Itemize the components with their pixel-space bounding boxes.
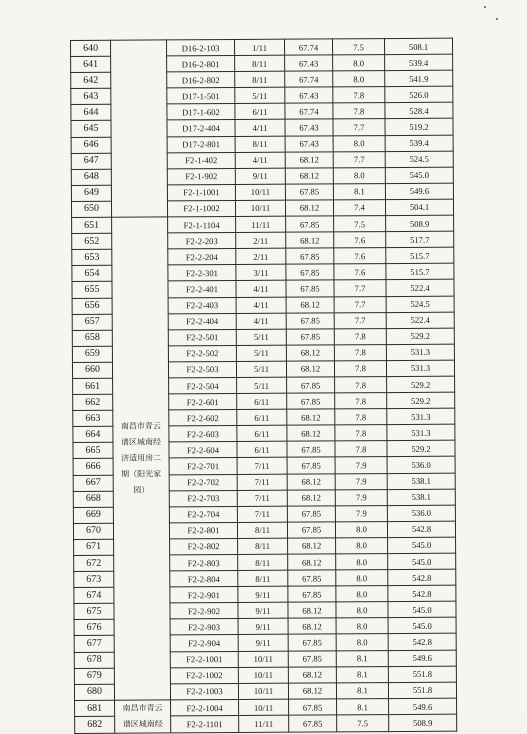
area-cell: 68.12 <box>288 618 336 634</box>
floor-cell: 8/11 <box>238 538 288 554</box>
project-name-cell: 南昌市青云谱区城南经 <box>115 700 171 733</box>
unit-cell: F2-1-902 <box>167 168 235 185</box>
price-cell: 7.9 <box>335 489 387 505</box>
area-cell: 67.85 <box>286 264 334 280</box>
price-cell: 7.5 <box>337 715 389 732</box>
unit-cell: F2-2-501 <box>168 329 236 346</box>
floor-cell: 9/11 <box>235 168 285 184</box>
total-cell: 528.4 <box>385 103 453 120</box>
row-number-cell: 646 <box>71 137 111 153</box>
unit-cell: F2-2-204 <box>168 249 236 266</box>
unit-cell: F2-2-401 <box>168 281 236 298</box>
unit-cell: F2-2-802 <box>170 538 238 555</box>
unit-cell: F2-1-402 <box>167 152 235 169</box>
price-cell: 8.0 <box>333 55 385 71</box>
unit-cell: F2-2-701 <box>169 458 237 475</box>
price-cell: 7.8 <box>335 441 387 457</box>
floor-cell: 8/11 <box>237 522 287 538</box>
price-cell: 8.0 <box>336 537 388 553</box>
total-cell: 517.7 <box>386 231 454 248</box>
area-cell: 68.12 <box>286 296 334 312</box>
unit-cell: F2-2-504 <box>169 377 237 394</box>
price-cell: 7.5 <box>334 216 386 232</box>
unit-cell: F2-2-301 <box>168 265 236 282</box>
floor-cell: 6/11 <box>237 393 287 409</box>
total-cell: 522.4 <box>386 280 454 297</box>
row-number-cell: 647 <box>71 153 111 169</box>
price-cell: 8.0 <box>333 135 385 151</box>
total-cell: 515.7 <box>386 247 454 264</box>
total-cell: 508.1 <box>384 38 452 55</box>
unit-cell: F2-2-602 <box>169 410 237 427</box>
area-cell: 67.85 <box>286 216 334 232</box>
total-cell: 542.8 <box>388 569 456 586</box>
area-cell: 67.85 <box>286 280 334 296</box>
unit-cell: D17-1-501 <box>167 88 235 105</box>
housing-allocation-table <box>70 38 457 734</box>
area-cell: 67.74 <box>284 39 332 55</box>
floor-cell: 8/11 <box>235 71 285 87</box>
floor-cell: 5/11 <box>236 345 286 361</box>
row-number-cell: 641 <box>71 56 111 72</box>
floor-cell: 10/11 <box>239 699 289 716</box>
unit-cell: F2-2-603 <box>169 426 237 443</box>
price-cell: 8.1 <box>337 698 389 715</box>
floor-cell: 7/11 <box>237 474 287 490</box>
row-number-cell: 640 <box>71 40 111 56</box>
unit-cell: D17-1-602 <box>167 104 235 121</box>
row-number-cell: 670 <box>73 523 113 539</box>
unit-cell: F2-2-804 <box>170 571 238 588</box>
total-cell: 531.3 <box>386 360 454 377</box>
area-cell: 68.12 <box>287 409 335 425</box>
floor-cell: 9/11 <box>238 635 288 651</box>
total-cell: 551.8 <box>388 682 456 699</box>
row-number-cell: 675 <box>74 604 114 620</box>
total-cell: 529.2 <box>387 440 455 457</box>
unit-cell: F2-2-801 <box>169 522 237 539</box>
row-number-cell: 655 <box>72 282 112 298</box>
unit-cell: F2-2-1101 <box>171 716 239 733</box>
total-cell: 524.5 <box>386 296 454 313</box>
price-cell: 8.0 <box>336 634 388 650</box>
unit-cell: F2-1-1001 <box>167 184 235 201</box>
floor-cell: 9/11 <box>238 586 288 602</box>
scan-speck <box>496 18 498 20</box>
unit-cell: F2-2-502 <box>168 345 236 362</box>
unit-cell: F2-2-403 <box>168 297 236 314</box>
row-number-cell: 650 <box>71 201 111 217</box>
price-cell: 7.8 <box>335 377 387 393</box>
floor-cell: 8/11 <box>238 554 288 570</box>
row-number-cell: 660 <box>72 362 112 378</box>
area-cell: 67.43 <box>285 55 333 71</box>
price-cell: 7.4 <box>333 200 385 216</box>
unit-cell: F2-2-203 <box>168 233 236 250</box>
floor-cell: 2/11 <box>236 248 286 264</box>
price-cell: 7.8 <box>334 328 386 344</box>
unit-cell: F2-2-902 <box>170 603 238 620</box>
floor-cell: 10/11 <box>238 683 288 699</box>
price-cell: 7.6 <box>334 248 386 264</box>
area-cell: 67.85 <box>287 441 335 457</box>
floor-cell: 8/11 <box>238 570 288 586</box>
unit-cell: D16-2-801 <box>167 56 235 73</box>
total-cell: 526.0 <box>385 86 453 103</box>
price-cell: 8.0 <box>336 586 388 602</box>
total-cell: 542.8 <box>388 634 456 651</box>
area-cell: 67.85 <box>287 377 335 393</box>
price-cell: 8.0 <box>333 167 385 183</box>
price-cell: 7.7 <box>333 151 385 167</box>
area-cell: 68.12 <box>288 667 336 683</box>
price-cell: 7.9 <box>335 457 387 473</box>
total-cell: 545.0 <box>388 553 456 570</box>
area-cell: 67.85 <box>287 457 335 473</box>
price-cell: 8.0 <box>336 602 388 618</box>
row-number-cell: 651 <box>72 217 112 233</box>
area-cell: 67.85 <box>287 393 335 409</box>
floor-cell: 10/11 <box>238 651 288 667</box>
total-cell: 531.3 <box>386 344 454 361</box>
price-cell: 8.0 <box>336 570 388 586</box>
row-number-cell: 672 <box>74 555 114 571</box>
floor-cell: 4/11 <box>235 120 285 136</box>
total-cell: 504.1 <box>385 199 453 216</box>
unit-cell: F2-2-604 <box>169 442 237 459</box>
area-cell: 67.85 <box>285 184 333 200</box>
price-cell: 7.7 <box>334 296 386 312</box>
total-cell: 531.3 <box>387 424 455 441</box>
floor-cell: 10/11 <box>238 667 288 683</box>
price-cell: 7.6 <box>334 264 386 280</box>
total-cell: 508.9 <box>386 215 454 232</box>
area-cell: 67.85 <box>286 312 334 328</box>
row-number-cell: 665 <box>73 443 113 459</box>
total-cell: 529.2 <box>387 392 455 409</box>
row-number-cell: 668 <box>73 491 113 507</box>
floor-cell: 2/11 <box>236 232 286 248</box>
row-number-cell: 658 <box>72 330 112 346</box>
floor-cell: 10/11 <box>235 184 285 200</box>
floor-cell: 1/11 <box>234 39 284 55</box>
area-cell: 68.12 <box>285 152 333 168</box>
unit-cell: F2-1-1002 <box>167 200 235 217</box>
unit-cell: F2-2-702 <box>169 474 237 491</box>
total-cell: 524.5 <box>385 151 453 168</box>
area-cell: 67.43 <box>285 135 333 151</box>
row-number-cell: 661 <box>73 378 113 394</box>
total-cell: 515.7 <box>386 263 454 280</box>
total-cell: 539.4 <box>385 54 453 71</box>
price-cell: 8.0 <box>333 71 385 87</box>
row-number-cell: 645 <box>71 121 111 137</box>
unit-cell: F2-2-903 <box>170 619 238 636</box>
area-cell: 67.43 <box>285 119 333 135</box>
row-number-cell: 673 <box>74 571 114 587</box>
floor-cell: 9/11 <box>238 602 288 618</box>
row-number-cell: 674 <box>74 587 114 603</box>
price-cell: 7.9 <box>335 505 387 521</box>
price-cell: 8.0 <box>336 554 388 570</box>
row-number-cell: 643 <box>71 89 111 105</box>
floor-cell: 7/11 <box>237 506 287 522</box>
total-cell: 549.6 <box>385 183 453 200</box>
price-cell: 8.1 <box>336 682 388 698</box>
floor-cell: 6/11 <box>235 104 285 120</box>
price-cell: 7.7 <box>333 119 385 135</box>
unit-cell: F2-2-601 <box>169 394 237 411</box>
unit-cell: F2-2-704 <box>169 506 237 523</box>
total-cell: 545.0 <box>385 167 453 184</box>
total-cell: 551.8 <box>388 666 456 683</box>
price-cell: 8.0 <box>335 521 387 537</box>
row-number-cell: 659 <box>72 346 112 362</box>
area-cell: 67.85 <box>288 650 336 666</box>
row-number-cell: 663 <box>73 410 113 426</box>
area-cell: 68.12 <box>285 168 333 184</box>
unit-cell: F2-2-1001 <box>170 651 238 668</box>
unit-cell: F2-1-1104 <box>168 217 236 234</box>
floor-cell: 5/11 <box>236 329 286 345</box>
row-number-cell: 664 <box>73 426 113 442</box>
floor-cell: 6/11 <box>237 442 287 458</box>
unit-cell: F2-2-1002 <box>170 667 238 684</box>
total-cell: 542.8 <box>388 585 456 602</box>
floor-cell: 6/11 <box>237 409 287 425</box>
area-cell: 68.12 <box>288 602 336 618</box>
row-number-cell: 676 <box>74 620 114 636</box>
project-name-cell: 南昌市青云谱区城南经济适用房二期（阳光家园） <box>112 217 171 700</box>
price-cell: 7.8 <box>335 393 387 409</box>
total-cell: 508.9 <box>389 714 457 731</box>
total-cell: 549.6 <box>389 698 457 715</box>
price-cell: 8.1 <box>333 183 385 199</box>
price-cell: 7.5 <box>332 39 384 55</box>
total-cell: 542.8 <box>387 521 455 538</box>
area-cell: 67.85 <box>286 329 334 345</box>
project-name-cell <box>111 40 168 217</box>
total-cell: 538.1 <box>387 473 455 490</box>
area-cell: 67.43 <box>285 87 333 103</box>
price-cell: 7.8 <box>335 409 387 425</box>
unit-cell: F2-2-901 <box>170 587 238 604</box>
floor-cell: 7/11 <box>237 458 287 474</box>
row-number-cell: 682 <box>75 717 115 734</box>
total-cell: 541.9 <box>385 70 453 87</box>
total-cell: 545.0 <box>388 601 456 618</box>
row-number-cell: 666 <box>73 459 113 475</box>
area-cell: 67.85 <box>289 699 337 716</box>
unit-cell: F2-2-404 <box>168 313 236 330</box>
floor-cell: 5/11 <box>236 361 286 377</box>
total-cell: 545.0 <box>388 618 456 635</box>
total-cell: 538.1 <box>387 489 455 506</box>
price-cell: 7.8 <box>335 425 387 441</box>
floor-cell: 11/11 <box>239 716 289 733</box>
row-number-cell: 642 <box>71 72 111 88</box>
unit-cell: F2-2-803 <box>170 554 238 571</box>
row-number-cell: 678 <box>74 652 114 668</box>
unit-cell: F2-2-1004 <box>171 699 239 716</box>
area-cell: 67.74 <box>285 71 333 87</box>
row-number-cell: 667 <box>73 475 113 491</box>
floor-cell: 4/11 <box>236 281 286 297</box>
row-number-cell: 677 <box>74 636 114 652</box>
row-number-cell: 652 <box>72 233 112 249</box>
total-cell: 529.2 <box>386 328 454 345</box>
floor-cell: 9/11 <box>238 619 288 635</box>
unit-cell: D16-2-802 <box>167 72 235 89</box>
total-cell: 529.2 <box>387 376 455 393</box>
floor-cell: 4/11 <box>236 297 286 313</box>
unit-cell: F2-2-503 <box>168 361 236 378</box>
unit-cell: F2-2-1003 <box>170 683 238 700</box>
area-cell: 67.74 <box>285 103 333 119</box>
floor-cell: 3/11 <box>236 264 286 280</box>
total-cell: 539.4 <box>385 135 453 152</box>
area-cell: 67.85 <box>289 715 337 732</box>
price-cell: 7.8 <box>334 344 386 360</box>
floor-cell: 5/11 <box>235 87 285 103</box>
total-cell: 531.3 <box>387 408 455 425</box>
area-cell: 68.12 <box>285 200 333 216</box>
area-cell: 68.12 <box>286 345 334 361</box>
row-number-cell: 671 <box>74 539 114 555</box>
row-number-cell: 669 <box>73 507 113 523</box>
unit-cell: D16-2-103 <box>167 39 235 56</box>
floor-cell: 6/11 <box>237 425 287 441</box>
floor-cell: 5/11 <box>237 377 287 393</box>
unit-cell: F2-2-904 <box>170 635 238 652</box>
area-cell: 68.12 <box>286 361 334 377</box>
row-number-cell: 680 <box>74 684 114 700</box>
total-cell: 522.4 <box>386 312 454 329</box>
row-number-cell: 681 <box>75 700 115 717</box>
row-number-cell: 648 <box>71 169 111 185</box>
floor-cell: 8/11 <box>235 55 285 71</box>
price-cell: 8.1 <box>336 666 388 682</box>
area-cell: 68.12 <box>287 473 335 489</box>
price-cell: 7.8 <box>333 103 385 119</box>
floor-cell: 11/11 <box>236 216 286 232</box>
price-cell: 8.1 <box>336 650 388 666</box>
area-cell: 68.12 <box>288 554 336 570</box>
unit-cell: D17-2-404 <box>167 120 235 137</box>
unit-cell: D17-2-801 <box>167 136 235 153</box>
price-cell: 7.8 <box>333 87 385 103</box>
floor-cell: 7/11 <box>237 490 287 506</box>
area-cell: 68.12 <box>287 425 335 441</box>
area-cell: 68.12 <box>286 232 334 248</box>
row-number-cell: 679 <box>74 668 114 684</box>
floor-cell: 4/11 <box>235 152 285 168</box>
floor-cell: 8/11 <box>235 136 285 152</box>
price-cell: 7.9 <box>335 473 387 489</box>
price-cell: 7.8 <box>334 360 386 376</box>
row-number-cell: 656 <box>72 298 112 314</box>
area-cell: 67.85 <box>287 506 335 522</box>
total-cell: 536.0 <box>387 457 455 474</box>
total-cell: 536.0 <box>387 505 455 522</box>
row-number-cell: 644 <box>71 105 111 121</box>
area-cell: 67.85 <box>287 522 335 538</box>
total-cell: 549.6 <box>388 650 456 667</box>
unit-cell: F2-2-703 <box>169 490 237 507</box>
total-cell: 519.2 <box>385 119 453 136</box>
area-cell: 67.85 <box>288 586 336 602</box>
area-cell: 68.12 <box>288 683 336 699</box>
scan-speck <box>484 6 486 8</box>
floor-cell: 10/11 <box>235 200 285 216</box>
price-cell: 7.6 <box>334 232 386 248</box>
area-cell: 68.12 <box>288 538 336 554</box>
area-cell: 67.85 <box>288 570 336 586</box>
row-number-cell: 653 <box>72 249 112 265</box>
area-cell: 68.12 <box>287 490 335 506</box>
price-cell: 7.7 <box>334 312 386 328</box>
row-number-cell: 654 <box>72 266 112 282</box>
floor-cell: 4/11 <box>236 313 286 329</box>
total-cell: 545.0 <box>388 537 456 554</box>
price-cell: 8.0 <box>336 618 388 634</box>
price-cell: 7.7 <box>334 280 386 296</box>
row-number-cell: 662 <box>73 394 113 410</box>
row-number-cell: 657 <box>72 314 112 330</box>
row-number-cell: 649 <box>71 185 111 201</box>
area-cell: 67.85 <box>288 634 336 650</box>
area-cell: 67.85 <box>286 248 334 264</box>
